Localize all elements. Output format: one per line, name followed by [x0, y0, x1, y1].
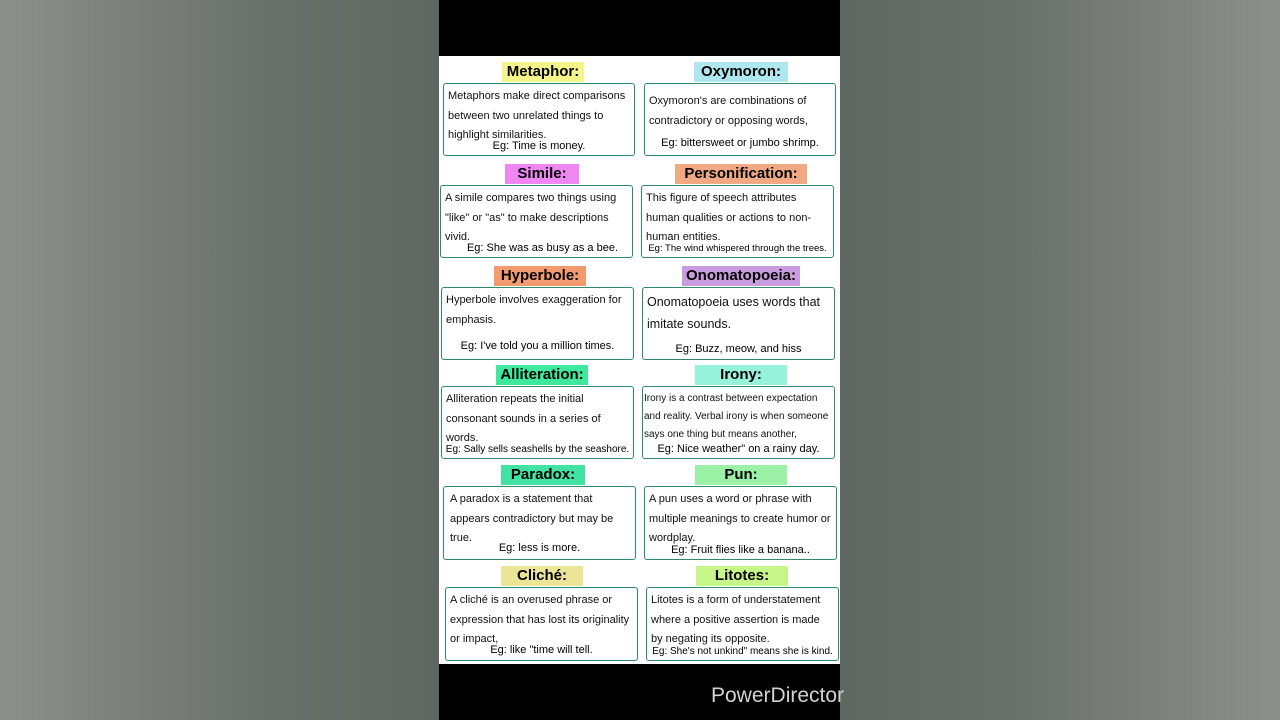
term-title: Cliché: — [501, 566, 583, 586]
term-title: Irony: — [695, 365, 787, 385]
term-card — [644, 486, 837, 560]
term-title: Simile: — [505, 164, 579, 184]
term-example: Eg: Fruit flies like a banana.. — [671, 544, 810, 556]
term-definition: A cliché is an overused phrase or expression that has lost its originality or impact, — [450, 594, 630, 646]
term-card — [646, 587, 839, 661]
term-example: Eg: Buzz, meow, and hiss — [675, 343, 802, 355]
term-example: Eg: like "time will tell. — [490, 644, 593, 656]
term-definition: Metaphors make direct comparisons between two unrelated things to highlight similarities. — [448, 90, 626, 142]
term-example: Eg: I've told you a million times. — [460, 340, 615, 352]
term-example: Eg: The wind whispered through the trees. — [648, 243, 827, 254]
term-definition: A simile compares two things using "like" or "as" to make descriptions vivid. — [445, 192, 617, 244]
term-title: Onomatopoeia: — [682, 266, 800, 286]
term-card — [441, 386, 634, 459]
term-example: Eg: She's not unkind" means she is kind. — [652, 646, 833, 657]
term-example: Eg: less is more. — [498, 542, 581, 554]
term-definition: This figure of speech attributes human qualities or actions to non-human entities. — [646, 192, 812, 244]
term-title: Alliteration: — [496, 365, 588, 385]
term-title: Paradox: — [501, 465, 585, 485]
term-title: Pun: — [695, 465, 787, 485]
term-definition: Litotes is a form of understatement where a positive assertion is made by negating its opposite. — [651, 594, 821, 646]
term-card — [441, 287, 634, 360]
term-card — [443, 486, 636, 560]
term-example: Eg: She was as busy as a bee. — [466, 242, 619, 254]
figures-of-speech-sheet — [439, 56, 840, 664]
term-title: Oxymoron: — [694, 62, 788, 82]
term-title: Metaphor: — [502, 62, 584, 82]
term-definition: A pun uses a word or phrase with multiple meanings to create humor or wordplay. — [649, 493, 831, 545]
term-example: Eg: bittersweet or jumbo shrimp. — [661, 137, 819, 149]
term-card — [641, 185, 834, 258]
term-example: Eg: Time is money. — [492, 140, 586, 152]
term-card — [642, 386, 835, 459]
term-card — [644, 83, 836, 156]
term-definition: A paradox is a statement that appears contradictory but may be true. — [450, 493, 614, 545]
term-definition: Irony is a contrast between expectation and reality. Verbal irony is when someone says one thing but means another, — [644, 393, 829, 440]
term-title: Hyperbole: — [494, 266, 586, 286]
term-example: Eg: Nice weather" on a rainy day. — [657, 443, 820, 455]
term-definition: Oxymoron's are combinations of contradictory or opposing words, — [649, 95, 808, 127]
powerdirector-watermark: PowerDirector — [711, 684, 845, 707]
term-card — [642, 287, 835, 360]
term-card — [443, 83, 635, 156]
term-definition: Onomatopoeia uses words that imitate sounds. — [647, 295, 821, 331]
term-card — [440, 185, 633, 258]
term-title: Personification: — [675, 164, 807, 184]
term-card — [445, 587, 638, 661]
term-definition: Hyperbole involves exaggeration for emphasis. — [446, 294, 622, 326]
term-definition: Alliteration repeats the initial consonant sounds in a series of words. — [446, 393, 601, 445]
term-example: Eg: Sally sells seashells by the seashore. — [445, 444, 630, 455]
term-title: Litotes: — [696, 566, 788, 586]
